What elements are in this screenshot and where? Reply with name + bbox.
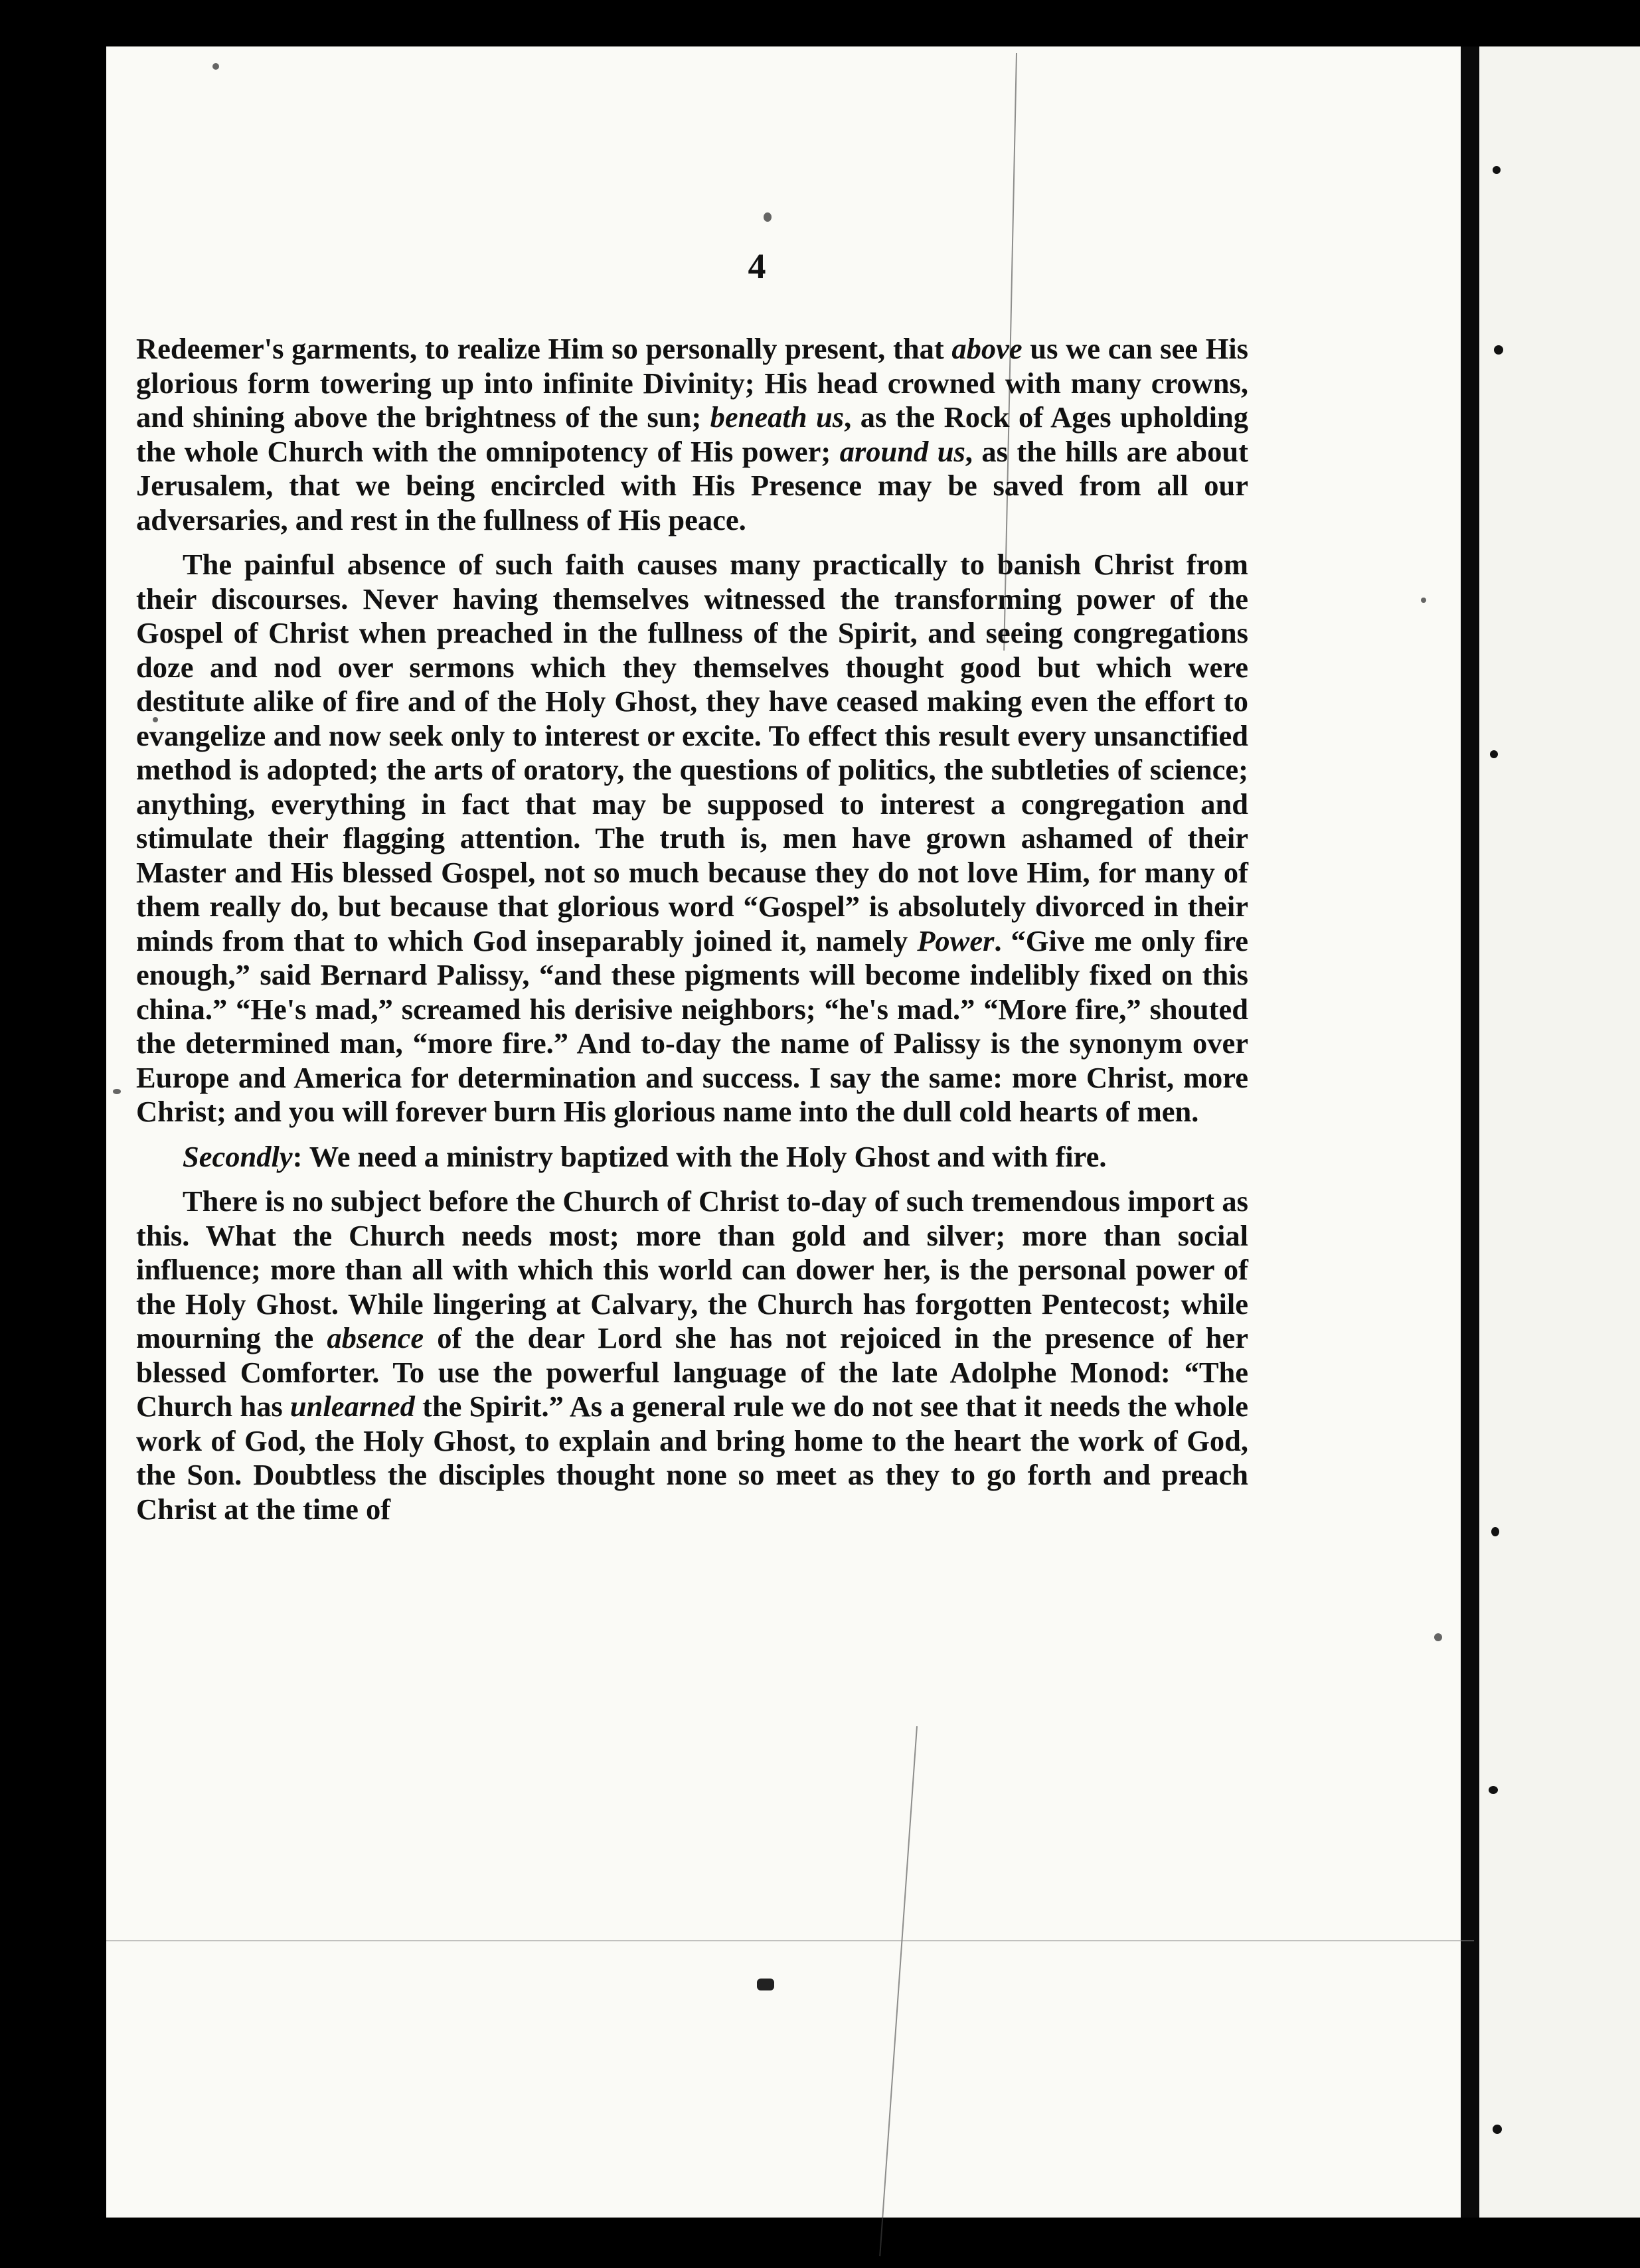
- ink-speck: [1489, 1786, 1498, 1794]
- paragraph: [136, 1140, 1248, 1174]
- scan-speck: [113, 1089, 121, 1094]
- ink-mark: [757, 1979, 774, 1990]
- italic-text: unlearned: [289, 1390, 415, 1423]
- paragraph: [136, 332, 1248, 537]
- page-gutter: [1461, 46, 1479, 2218]
- scan-speck: [1421, 598, 1426, 603]
- italic-text: above: [951, 332, 1023, 365]
- text-run: us we can see His glorious form towering up into infinite Divinity; His head crowned with many crowns, and shining above the brightness of the sun;: [136, 332, 1248, 434]
- ink-speck: [1493, 166, 1501, 174]
- italic-text: around us: [839, 434, 965, 468]
- scan-speck: [1434, 1633, 1442, 1641]
- scan-speck: [764, 212, 772, 222]
- italic-text: beneath us: [710, 400, 845, 434]
- ink-speck: [1493, 2125, 1502, 2134]
- ink-speck: [1491, 1527, 1499, 1536]
- facing-page-edge: [1479, 46, 1640, 2218]
- italic-text: Power: [917, 924, 995, 957]
- paragraph: [136, 1184, 1248, 1526]
- page-number: 4: [748, 246, 766, 286]
- text-run: . “Give me only fire enough,” said Bernard Palissy, “and these pigments will become indelibly fixed on this china.” “He's mad,” screamed his derisive neighbors; “he's mad.” “More fire,” shouted the determined man, “more fire.” And to-day the name of Palissy is the synonym over Europe and America for determination and success. I say the same: more Christ, more Christ; and you will forever burn His glorious name into the dull cold hearts of men.: [136, 924, 1248, 1128]
- body-text: [136, 332, 1248, 1537]
- text-run: The painful absence of such faith causes many practically to banish Christ from their discourses. Never having themselves witnessed the transforming power of the Gospel of Christ when preached in the fullness of the Spirit, and seeing congregations doze and nod over sermons which they themselves thought good but which were destitute alike of fire and of the Holy Ghost, they have ceased making even the effort to evangelize and now seek only to interest or excite. To effect this result every unsanctified method is adopted; the arts of oratory, the questions of politics, the subtleties of science; anything, everything in fact that may be supposed to interest a congregation and stimulate their flagging attention. The truth is, men have grown ashamed of their Master and His blessed Gospel, not so much because they do not love Him, for many of them really do, but because that glorious word “Gospel” is absolutely divorced in their minds from that to which God inseparably joined it, namely: [136, 548, 1248, 957]
- text-run: : We need a ministry baptized with the Holy Ghost and with fire.: [292, 1139, 1107, 1173]
- text-run: , as the hills are about Jerusalem, that we being encircled with His Presence may be saved from all our adversaries, and rest in the fullness of His peace.: [136, 434, 1249, 536]
- paragraph: [136, 548, 1248, 1129]
- text-run: There is no subject before the Church of Christ to-day of such tremendous import as this. What the Church needs most; more than gold and silver; more than social influence; more than all with which this world can dower her, is the personal power of the Holy Ghost. While lingering at Calvary, the Church has forgotten Pentecost; while mourning the: [136, 1184, 1248, 1354]
- text-run: Redeemer's garments, to realize Him so personally present, that: [136, 332, 952, 365]
- text-run: , as the Rock of Ages upholding the whole Church with the omnipotency of His power;: [136, 400, 1248, 468]
- text-run: of the dear Lord she has not rejoiced in the presence of her blessed Comforter. To use the powerful language of the late Adolphe Monod: “The Church has: [136, 1321, 1248, 1423]
- italic-text: absence: [327, 1321, 424, 1354]
- scan-speck: [212, 63, 219, 70]
- ink-speck: [1494, 345, 1503, 355]
- text-run: the Spirit.” As a general rule we do not see that it needs the whole work of God, the Holy Ghost, to explain and bring home to the heart the work of God, the Son. Doubtless the disciples thought none so meet as they to go forth and preach Christ at the time of: [136, 1390, 1248, 1526]
- scan-line: [106, 1940, 1474, 1941]
- italic-text: Secondly: [183, 1139, 293, 1173]
- ink-speck: [1490, 750, 1498, 758]
